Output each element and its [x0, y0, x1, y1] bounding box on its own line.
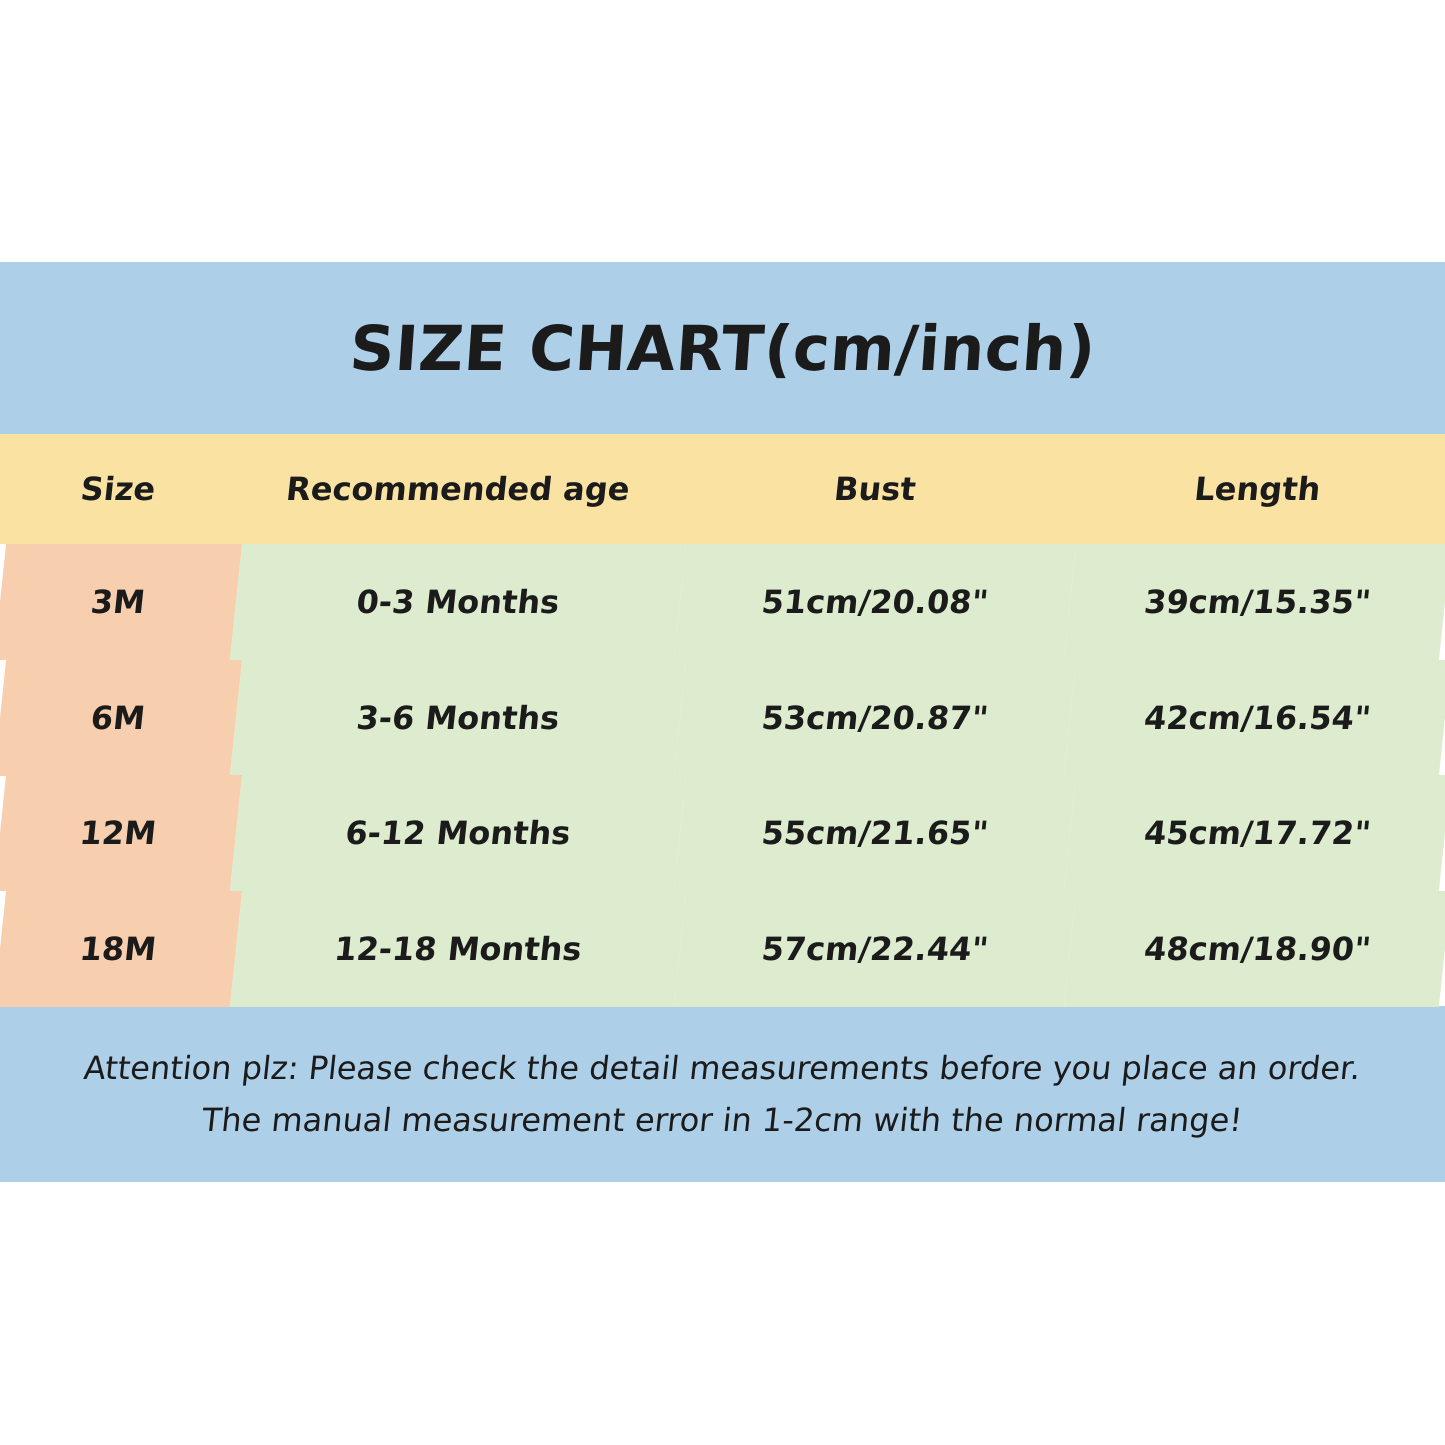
cell-size: 6M: [0, 660, 242, 776]
table-body: [0, 544, 1445, 1006]
cell-size: 12M: [0, 775, 242, 891]
table-row: [0, 660, 1445, 776]
chart-footer-band: [0, 1006, 1445, 1182]
footer-note-line-1: Attention plz: Please check the detail measurements before you place an order.: [82, 1049, 1363, 1087]
cell-length: 39cm/15.35": [1064, 544, 1445, 660]
cell-bust: 57cm/22.44": [674, 891, 1076, 1007]
chart-title-band: [0, 262, 1445, 434]
size-chart: [0, 262, 1445, 1182]
column-header-size: Size: [78, 470, 158, 508]
page-title: SIZE CHART(cm/inch): [347, 311, 1098, 385]
cell-recommended-age: 0-3 Months: [230, 544, 686, 660]
cell-bust: 55cm/21.65": [674, 775, 1076, 891]
column-header-length: Length: [1192, 470, 1323, 508]
cell-size: 18M: [0, 891, 242, 1007]
cell-recommended-age: 12-18 Months: [230, 891, 686, 1007]
table-row: [0, 775, 1445, 891]
cell-length: 42cm/16.54": [1064, 660, 1445, 776]
table-row: [0, 544, 1445, 660]
cell-bust: 51cm/20.08": [674, 544, 1076, 660]
table-row: [0, 891, 1445, 1007]
cell-bust: 53cm/20.87": [674, 660, 1076, 776]
cell-recommended-age: 3-6 Months: [230, 660, 686, 776]
cell-length: 45cm/17.72": [1064, 775, 1445, 891]
column-header-recommended-age: Recommended age: [284, 470, 632, 508]
cell-length: 48cm/18.90": [1064, 891, 1445, 1007]
cell-recommended-age: 6-12 Months: [230, 775, 686, 891]
footer-note-line-2: The manual measurement error in 1-2cm with the normal range!: [200, 1101, 1245, 1139]
cell-size: 3M: [0, 544, 242, 660]
column-header-bust: Bust: [832, 470, 918, 508]
table-header-row: [0, 434, 1445, 544]
